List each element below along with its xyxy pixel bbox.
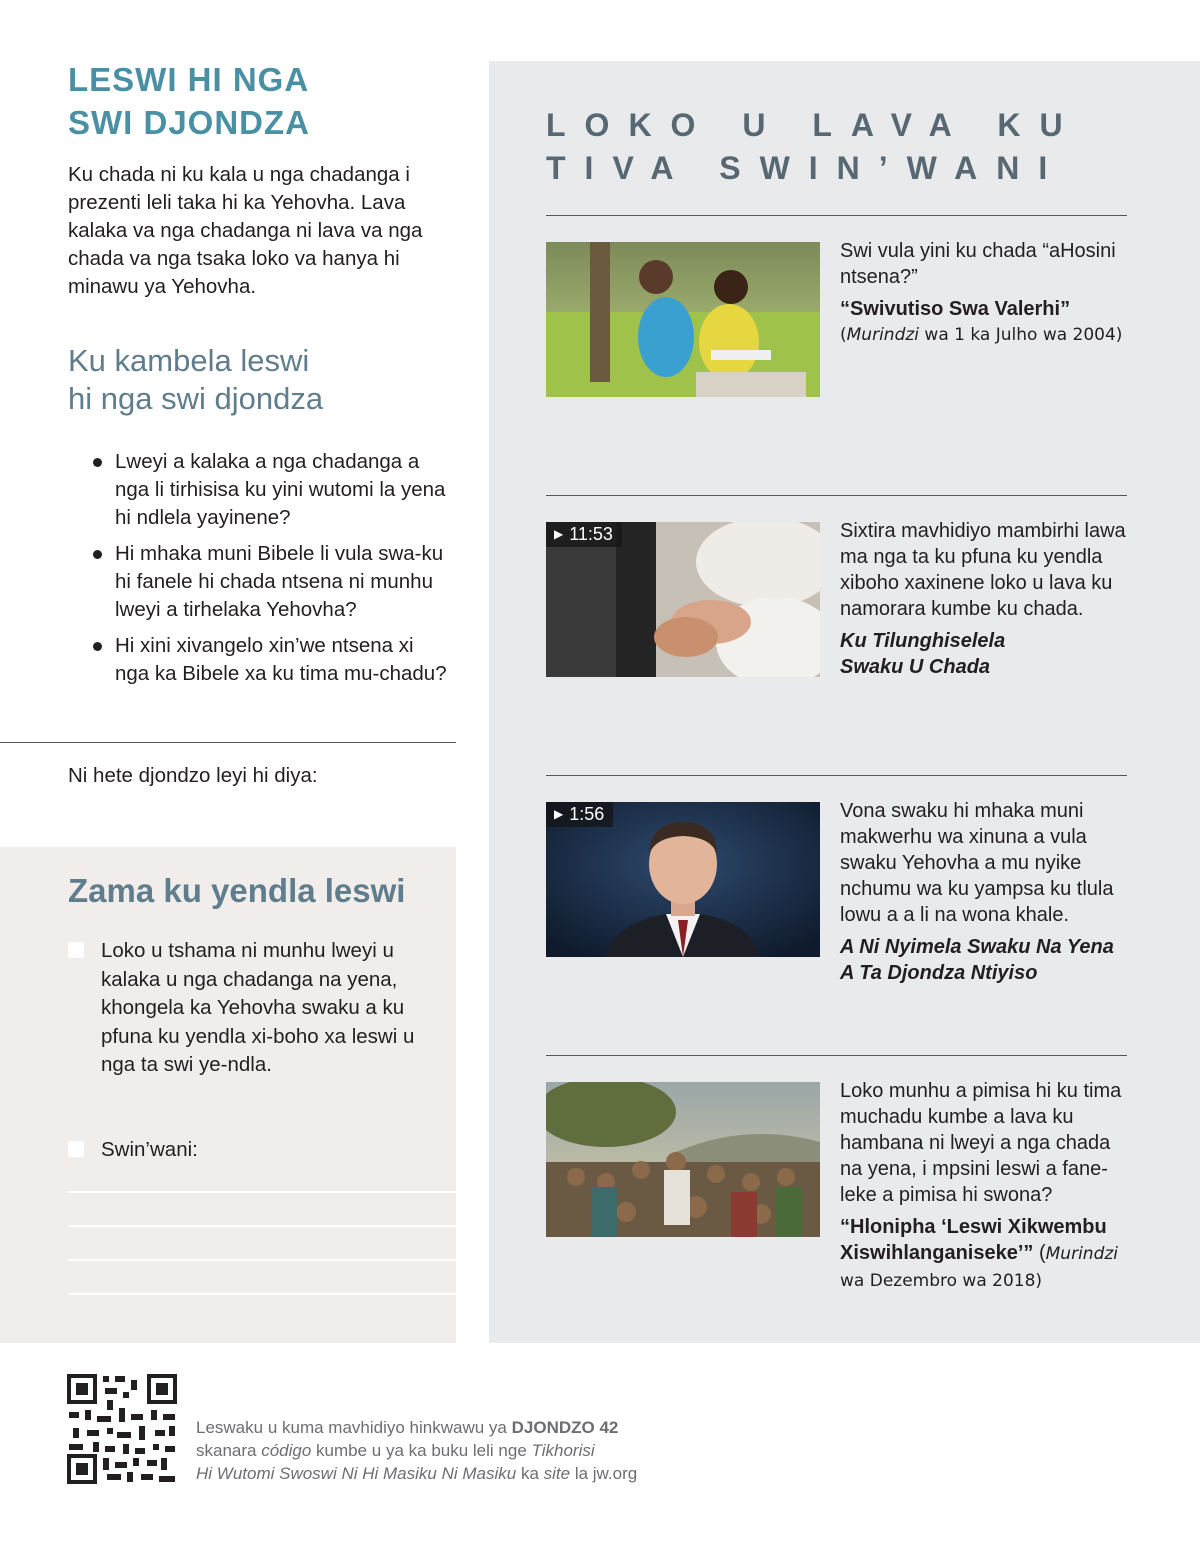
write-line[interactable] — [68, 1293, 456, 1295]
write-line[interactable] — [68, 1259, 456, 1261]
play-icon: ▶ — [554, 527, 564, 541]
citation-date: wa Dezembro wa 2018) — [840, 1271, 1043, 1291]
citation-open: ( — [840, 325, 847, 345]
article-description: Swi vula yini ku chada “aHosini ntsena?” — [840, 240, 1116, 288]
task-item — [68, 937, 428, 1080]
footer-link[interactable]: la jw.org — [570, 1464, 638, 1483]
video-title-line2: A Ta Djondza Ntiyiso — [840, 962, 1038, 984]
video-thumbnail[interactable] — [546, 802, 820, 957]
footer-text: Leswaku u kuma mavhidiyo hinkwawu ya — [196, 1418, 512, 1437]
footer-book-title: Hi Wutomi Swoswi Ni Hi Masiku Ni Masiku — [196, 1464, 517, 1483]
article-description: Loko munhu a pimisa hi ku tima muchadu kumbe a lava ku hambana ni lweyi a nga chada na yena, i mpsini leswi a fane-leke a pimisa hi swona? — [840, 1080, 1122, 1206]
try-panel — [0, 847, 456, 1343]
video-info — [840, 798, 1130, 986]
review-question: Hi mhaka muni Bibele li vula swa-ku hi fanele hi chada ntsena ni munhu lweyi a tirhelaka Yehovha? — [92, 540, 452, 624]
footer-book-title: Tikhorisi — [531, 1441, 595, 1460]
video-link[interactable] — [840, 628, 1130, 680]
play-icon: ▶ — [554, 807, 564, 821]
video-title-line1: A Ni Nyimela Swaku Na Yena — [840, 936, 1114, 958]
qr-code-icon[interactable] — [67, 1374, 177, 1484]
video-duration: 11:53 — [569, 524, 613, 544]
write-line[interactable] — [68, 1225, 456, 1227]
task-text: Loko u tshama ni munhu lweyi u kalaka u nga chadanga na yena, khongela ka Yehovha swaku a ku pfuna ku yendla xi-boho xa leswi u nga ta swi ye-ndla. — [101, 939, 415, 1076]
footer-text: kumbe u ya ka buku leli nge — [311, 1441, 532, 1460]
article-citation — [840, 1214, 1130, 1294]
footer-lesson-number: DJONDZO 42 — [511, 1418, 619, 1437]
video-duration: 1:56 — [569, 804, 605, 824]
footer-text: código — [261, 1441, 312, 1460]
task-checkbox[interactable] — [68, 1141, 84, 1157]
summary-title-line1: LESWI HI NGA — [68, 61, 310, 98]
summary-title — [68, 58, 448, 144]
video-title-line1: Ku Tilunghiselela — [840, 630, 1006, 652]
more-info-title-line1: LOKO U LAVA KU — [546, 107, 1082, 143]
task-item — [68, 1136, 428, 1165]
article-thumbnail[interactable] — [546, 1082, 820, 1237]
divider — [546, 495, 1127, 496]
article-info — [840, 238, 1130, 348]
task-checkbox[interactable] — [68, 942, 84, 958]
video-description: Sixtira mavhidiyo mambirhi lawa ma nga ta ku pfuna ku yendla xiboho xaxinene loko u lava ku namorara kumbe ku chada. — [840, 520, 1126, 620]
video-info — [840, 518, 1130, 680]
more-info-title — [546, 104, 1146, 190]
write-line[interactable] — [68, 1191, 456, 1193]
video-link[interactable] — [840, 934, 1130, 986]
citation-open: ( — [1033, 1242, 1046, 1264]
footer-note — [196, 1416, 796, 1485]
review-question-list — [92, 448, 452, 696]
review-title — [68, 342, 448, 418]
summary-body: Ku chada ni ku kala u nga chadanga i prezenti leli taka hi ka Yehovha. Lava kalaka va nga chadanga ni lava va nga chada va nga tsaka loko va hanya hi minawu ya Yehovha. — [68, 163, 423, 298]
video-thumbnail[interactable] — [546, 522, 820, 677]
article-link[interactable]: “Swivutiso Swa Valerhi” — [840, 298, 1071, 320]
review-question: Lweyi a kalaka a nga chadanga a nga li tirhisisa ku yini wutomi la yena hi ndlela yayinene? — [92, 448, 452, 532]
citation-date: wa 1 ka Julho wa 2004) — [919, 325, 1123, 345]
studied-date-label[interactable]: Ni hete djondzo leyi hi diya: — [68, 764, 318, 787]
video-description: Vona swaku hi mhaka muni makwerhu wa xinuna a vula swaku Yehovha a mu nyike nchumu wa ku yampsa ku tlula lowu a a li na wona khale. — [840, 800, 1114, 926]
divider — [546, 1055, 1127, 1056]
couple-outdoors-image — [546, 242, 820, 397]
article-link[interactable]: “Hlonipha ‘Leswi Xikwembu Xiswihlanganiseke’” — [840, 1216, 1107, 1264]
citation-magazine: Murindzi — [1045, 1244, 1119, 1264]
video-title-line2: Swaku U Chada — [840, 656, 991, 678]
review-title-line1: Ku kambela leswi — [68, 343, 310, 378]
footer-text: skanara — [196, 1441, 262, 1460]
task-text: Swin’wani: — [101, 1138, 198, 1161]
footer-text: ka — [516, 1464, 544, 1483]
citation-magazine: Murindzi — [846, 325, 920, 345]
video-duration-badge — [546, 522, 622, 547]
footer-text: site — [543, 1464, 571, 1483]
more-info-title-line2: TIVA SWIN’WANI — [546, 150, 1067, 186]
summary-title-line2: SWI DJONDZA — [68, 104, 310, 141]
divider — [546, 775, 1127, 776]
review-question: Hi xini xivangelo xin’we ntsena xi nga ka Bibele xa ku tima mu-chadu? — [92, 632, 452, 688]
divider — [0, 742, 456, 743]
article-citation — [840, 322, 1130, 348]
review-title-line2: hi nga swi djondza — [68, 381, 324, 416]
try-title: Zama ku yendla leswi — [68, 872, 406, 909]
jesus-crowd-image — [546, 1082, 820, 1237]
video-duration-badge — [546, 802, 613, 827]
article-thumbnail[interactable] — [546, 242, 820, 397]
article-info — [840, 1078, 1130, 1294]
divider — [546, 215, 1127, 216]
